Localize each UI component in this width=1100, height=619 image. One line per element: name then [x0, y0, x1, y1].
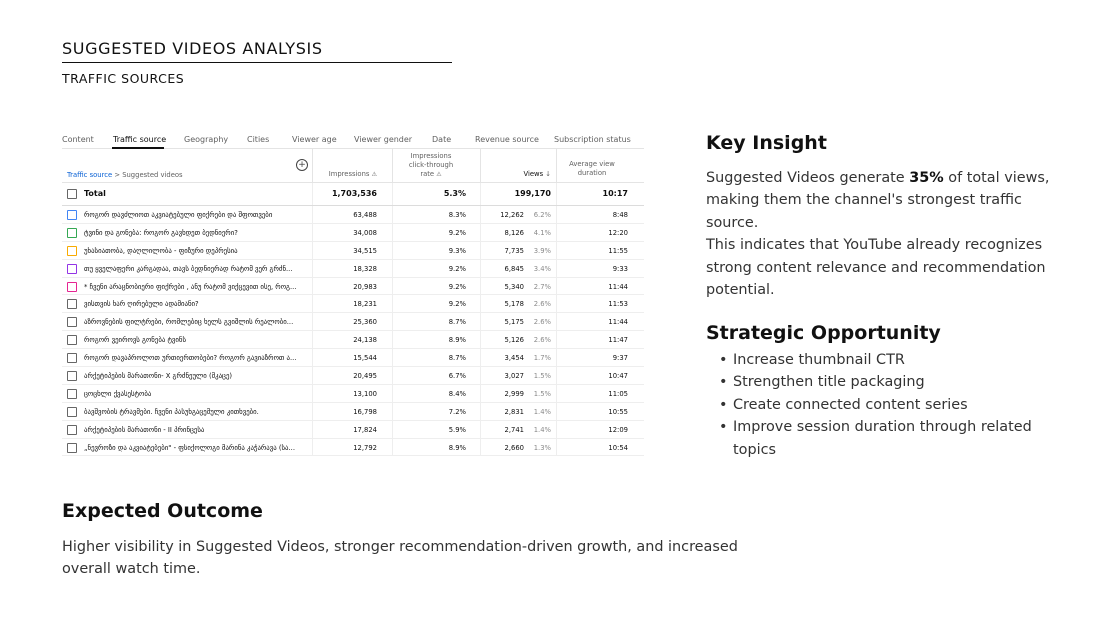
row-ctr: 8.3% — [448, 211, 466, 219]
row-ctr: 9.3% — [448, 246, 466, 255]
column-divider — [556, 349, 557, 366]
row-views-percent: 1.4% — [533, 407, 551, 416]
table-row — [62, 313, 644, 331]
table-row — [62, 295, 644, 313]
row-checkbox[interactable] — [67, 210, 77, 220]
column-divider — [480, 224, 481, 241]
row-views: 6,845 — [504, 264, 524, 273]
table-row — [62, 421, 644, 439]
row-impressions: 20,983 — [353, 282, 377, 291]
row-impressions: 20,495 — [353, 372, 377, 381]
tab-revenue-source[interactable]: Revenue source — [475, 135, 539, 144]
column-divider — [392, 403, 393, 420]
row-views: 12,262 — [500, 211, 524, 219]
column-header-impressions[interactable] — [320, 170, 377, 179]
row-impressions: 34,008 — [353, 228, 377, 237]
tab-subscription-status[interactable]: Subscription status — [554, 135, 631, 144]
row-views-percent: 2.6% — [533, 300, 551, 309]
table-row — [62, 242, 644, 260]
video-title[interactable]: „ნევროზი და აკვიატებები" - ფსიქოლოგი მარინა კაჭარავა (სა... — [84, 443, 295, 452]
row-views-percent: 1.5% — [533, 372, 551, 381]
row-avg-duration: 11:44 — [608, 318, 628, 327]
table-header — [62, 149, 644, 183]
row-checkbox[interactable] — [67, 389, 77, 399]
views-label: Views — [523, 170, 544, 178]
tab-content[interactable]: Content — [62, 135, 94, 144]
row-impressions: 13,100 — [353, 389, 377, 398]
row-ctr: 5.9% — [448, 425, 466, 434]
strategic-opportunity-title: Strategic Opportunity — [706, 322, 941, 344]
row-views-percent: 1.7% — [533, 354, 551, 363]
column-divider — [392, 385, 393, 402]
column-divider — [392, 183, 393, 205]
video-title[interactable]: არქეტიპების მარათონი- X გრძნეული (მკაცე) — [84, 372, 233, 381]
row-views: 2,660 — [504, 443, 524, 452]
row-views: 5,175 — [504, 318, 524, 327]
column-divider — [556, 331, 557, 348]
row-avg-duration: 9:33 — [612, 264, 628, 273]
video-title[interactable]: ცოცხლი ქვასესტობა — [84, 389, 152, 398]
total-avg-duration: 10:17 — [602, 189, 628, 198]
column-divider — [480, 313, 481, 330]
row-ctr: 7.2% — [448, 407, 466, 416]
video-title[interactable]: ტვინი და გონება: როგორ გავხდეთ ბედნიერი? — [84, 228, 238, 237]
row-ctr: 8.7% — [448, 354, 466, 363]
table-body — [62, 206, 644, 456]
column-divider — [480, 295, 481, 312]
table-row — [62, 224, 644, 242]
row-views: 2,741 — [504, 425, 524, 434]
column-divider — [480, 367, 481, 384]
row-checkbox[interactable] — [67, 246, 77, 256]
column-divider — [480, 439, 481, 456]
total-checkbox[interactable] — [67, 189, 77, 199]
row-views: 5,178 — [504, 300, 524, 309]
total-ctr: 5.3% — [443, 189, 466, 198]
row-views-percent: 2.6% — [533, 318, 551, 327]
column-divider — [480, 206, 481, 223]
row-views-percent: 2.6% — [533, 336, 551, 345]
analytics-panel — [62, 133, 644, 465]
row-avg-duration: 12:20 — [608, 228, 628, 237]
video-title[interactable]: * ჩვენი არაცნობიერი ფიქრები , ანუ რატომ ვიქცევით ისე, როგ... — [84, 282, 297, 291]
row-checkbox[interactable] — [67, 228, 77, 238]
breadcrumb-separator: > — [112, 171, 123, 179]
column-divider — [556, 183, 557, 205]
row-ctr: 8.7% — [448, 318, 466, 327]
breadcrumb-current: Suggested videos — [122, 171, 183, 179]
video-title[interactable]: როგორ დავძლიოთ აკვიატებული ფიქრები და შფოთვები — [84, 211, 273, 219]
row-avg-duration: 12:09 — [608, 425, 628, 434]
table-row — [62, 331, 644, 349]
column-divider — [480, 421, 481, 438]
table-row — [62, 206, 644, 224]
row-impressions: 63,488 — [353, 211, 377, 219]
ctr-label-line2: click-through — [408, 161, 454, 169]
row-ctr: 8.9% — [448, 443, 466, 452]
row-ctr: 9.2% — [448, 228, 466, 237]
column-divider — [392, 242, 393, 259]
row-checkbox[interactable] — [67, 443, 77, 453]
row-views: 8,126 — [504, 228, 524, 237]
row-views: 5,126 — [504, 336, 524, 345]
row-views-percent: 3.9% — [533, 246, 551, 255]
row-checkbox[interactable] — [67, 264, 77, 274]
total-impressions: 1,703,536 — [331, 189, 377, 198]
row-views: 5,340 — [504, 282, 524, 291]
column-divider — [480, 278, 481, 295]
strategic-opportunity-list — [733, 349, 1053, 461]
row-impressions: 15,544 — [353, 354, 377, 363]
warning-icon: ⚠ — [436, 171, 442, 178]
column-divider — [392, 260, 393, 277]
column-divider — [312, 149, 313, 183]
video-title[interactable]: როგორ დავაპროლოთ ურთიერთობები? როგორ გავიაზროთ ა... — [84, 354, 297, 363]
expected-outcome-text: Higher visibility in Suggested Videos, stronger recommendation-driven growth, and increased overall watch time. — [62, 539, 738, 578]
row-impressions: 34,515 — [353, 246, 377, 255]
add-metric-icon[interactable]: + — [296, 159, 308, 171]
column-divider — [392, 421, 393, 438]
key-insight-text-2: This indicates that YouTube already recognizes strong content relevance and recommendation potential. — [706, 237, 1046, 299]
row-impressions: 17,824 — [353, 425, 377, 434]
row-views-percent: 6.2% — [533, 211, 551, 219]
breadcrumb — [67, 171, 183, 179]
tab-traffic-source[interactable]: Traffic source — [113, 135, 167, 144]
column-header-views[interactable] — [480, 170, 551, 179]
row-checkbox[interactable] — [67, 407, 77, 417]
breadcrumb-link[interactable]: Traffic source — [67, 171, 113, 179]
row-avg-duration: 11:55 — [608, 246, 628, 255]
table-row — [62, 260, 644, 278]
ctr-label-line3: rate — [420, 170, 435, 178]
list-item: • Improve session duration through related topics — [733, 416, 1053, 461]
video-title[interactable]: არქეტიპების მარათონი - II პრინცესა — [84, 425, 205, 434]
column-header-avg-view-duration[interactable] — [556, 160, 628, 178]
column-divider — [480, 385, 481, 402]
avd-label-line1: Average view — [569, 160, 615, 168]
video-title[interactable]: უხასიათობა, დაღლილობა - ფიზური დეპრესია — [84, 246, 238, 255]
row-impressions: 16,798 — [353, 407, 377, 416]
row-checkbox[interactable] — [67, 425, 77, 435]
video-title[interactable]: აზროვნების ფილტრები, რომლებიც ხელს გვიშლის რეალობი... — [84, 318, 294, 327]
row-checkbox[interactable] — [67, 353, 77, 363]
column-divider — [392, 224, 393, 241]
column-divider — [556, 403, 557, 420]
table-row — [62, 385, 644, 403]
row-impressions: 18,328 — [353, 264, 377, 273]
row-checkbox[interactable] — [67, 317, 77, 327]
table-row — [62, 439, 644, 457]
row-views: 3,027 — [504, 372, 524, 381]
column-divider — [556, 367, 557, 384]
video-title[interactable]: როგორ ვეიროვს გონება ტვინს — [84, 336, 186, 345]
title-rule — [62, 62, 452, 63]
column-divider — [392, 367, 393, 384]
table-row — [62, 278, 644, 296]
row-views-percent: 3.4% — [533, 264, 551, 273]
key-insight-title: Key Insight — [706, 132, 827, 154]
expected-outcome-title: Expected Outcome — [62, 500, 263, 522]
column-divider — [556, 385, 557, 402]
column-divider — [392, 313, 393, 330]
row-impressions: 25,360 — [353, 318, 377, 327]
list-item: • Increase thumbnail CTR — [733, 349, 1053, 371]
warning-icon: ⚠ — [371, 171, 377, 178]
tab-bar — [62, 133, 644, 149]
column-divider — [556, 313, 557, 330]
tab-viewer-age[interactable]: Viewer age — [292, 135, 337, 144]
row-checkbox[interactable] — [67, 282, 77, 292]
row-views: 7,735 — [504, 246, 524, 255]
row-ctr: 8.4% — [448, 389, 466, 398]
column-divider — [392, 295, 393, 312]
column-divider — [556, 260, 557, 277]
slide-subtitle: TRAFFIC SOURCES — [62, 71, 185, 86]
list-item: • Create connected content series — [733, 394, 1053, 416]
column-divider — [480, 331, 481, 348]
column-divider — [480, 242, 481, 259]
list-item: • Strengthen title packaging — [733, 371, 1053, 393]
table-row — [62, 403, 644, 421]
column-divider — [392, 439, 393, 456]
column-divider — [392, 206, 393, 223]
row-avg-duration: 8:48 — [612, 211, 628, 219]
row-checkbox[interactable] — [67, 299, 77, 309]
column-divider — [556, 224, 557, 241]
row-impressions: 12,792 — [353, 443, 377, 452]
row-ctr: 9.2% — [448, 300, 466, 309]
tab-viewer-gender[interactable]: Viewer gender — [354, 135, 413, 144]
table-row — [62, 367, 644, 385]
row-impressions: 24,138 — [353, 336, 377, 345]
tab-cities[interactable]: Cities — [247, 135, 270, 144]
column-divider — [392, 331, 393, 348]
key-insight-highlight: 35% — [909, 170, 944, 186]
row-ctr: 9.2% — [448, 264, 466, 273]
column-divider — [480, 183, 481, 205]
tab-date[interactable]: Date — [432, 135, 452, 144]
table-row-total — [62, 183, 644, 206]
sort-arrow-icon: ↓ — [545, 170, 551, 178]
ctr-label-line1: Impressions — [410, 152, 452, 160]
impressions-label: Impressions — [328, 170, 370, 178]
row-impressions: 18,231 — [353, 300, 377, 309]
avd-label-line2: duration — [577, 169, 607, 177]
column-divider — [480, 403, 481, 420]
video-title[interactable]: ვისთვის ხარ ღირებული ადამიანი? — [84, 300, 199, 309]
row-avg-duration: 10:54 — [608, 443, 628, 452]
row-views: 2,999 — [504, 389, 524, 398]
total-views: 199,170 — [514, 189, 551, 198]
row-avg-duration: 10:47 — [608, 372, 628, 381]
key-insight-text-after: of total views, making them the channel's strongest traffic source. — [706, 170, 1050, 231]
row-views: 2,831 — [504, 407, 524, 416]
column-divider — [556, 439, 557, 456]
column-divider — [480, 349, 481, 366]
column-divider — [392, 278, 393, 295]
row-views: 3,454 — [504, 354, 524, 363]
column-header-ctr[interactable] — [392, 152, 470, 179]
row-avg-duration: 11:53 — [608, 300, 628, 309]
row-checkbox[interactable] — [67, 371, 77, 381]
total-label: Total — [84, 189, 106, 198]
row-views-percent: 1.4% — [533, 425, 551, 434]
row-views-percent: 1.5% — [533, 389, 551, 398]
video-title[interactable]: თუ ყველაფერი კარგადაა, თავს ბედნიერად რატომ ვერ გრძნ... — [84, 264, 293, 273]
column-divider — [556, 278, 557, 295]
tab-geography[interactable]: Geography — [184, 135, 229, 144]
column-divider — [556, 242, 557, 259]
key-insight-text — [706, 167, 1051, 301]
video-title[interactable]: ბავშვობის ტრავმები. ჩვენი პასუხგაცემული კითხვები. — [84, 407, 259, 416]
column-divider — [556, 295, 557, 312]
column-divider — [556, 421, 557, 438]
column-divider — [480, 260, 481, 277]
row-checkbox[interactable] — [67, 335, 77, 345]
row-avg-duration: 11:05 — [608, 389, 628, 398]
row-ctr: 9.2% — [448, 282, 466, 291]
slide-title: SUGGESTED VIDEOS ANALYSIS — [62, 39, 323, 58]
row-avg-duration: 10:55 — [608, 407, 628, 416]
table-row — [62, 349, 644, 367]
row-views-percent: 1.3% — [533, 443, 551, 452]
column-divider — [392, 349, 393, 366]
row-avg-duration: 11:44 — [608, 282, 628, 291]
column-divider — [556, 206, 557, 223]
row-views-percent: 4.1% — [533, 228, 551, 237]
key-insight-text-before: Suggested Videos generate — [706, 170, 910, 186]
row-ctr: 6.7% — [448, 372, 466, 381]
row-avg-duration: 9:37 — [612, 354, 628, 363]
row-views-percent: 2.7% — [533, 282, 551, 291]
row-avg-duration: 11:47 — [608, 336, 628, 345]
row-ctr: 8.9% — [448, 336, 466, 345]
